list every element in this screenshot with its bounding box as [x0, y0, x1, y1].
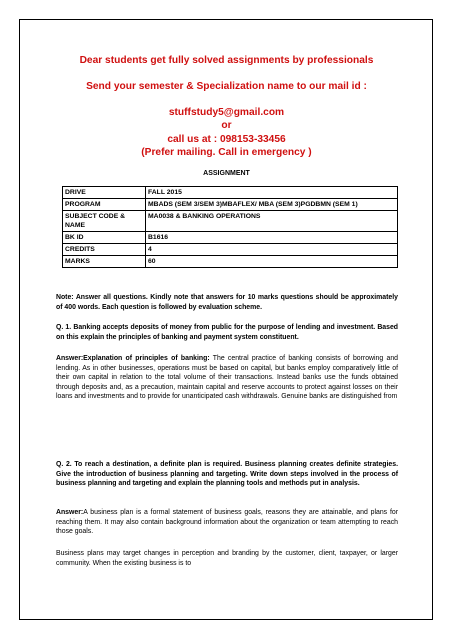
promo-line-1: Dear students get fully solved assignments by professionals [79, 55, 374, 66]
answer-2-paragraph-2: Business plans may target changes in perception and branding by the customer, client, taxpayer, or larger community. When the existing business is to [56, 550, 398, 567]
table-value: B1616 [146, 232, 398, 244]
question-2: Q. 2. To reach a destination, a definite plan is required. Business planning creates definite strategies. Give the introduction of business planning and targeting. Write down steps involved in the process of business planning and targeting and explain the planning tools and methods put in analysis. [56, 461, 398, 488]
answer-1-text: The central practice of banking consists of borrowing and lending. As in other businesses, operations must be based on capital, but banks employ comparatively little of their own capital in relation to the total volume of their transactions. Instead banks use the funds obtained through deposits and, as a precaution, maintain capital and reserve accounts to protect against losses on their loans and investments and to provide for unanticipated cash withdrawals. Genuine banks are distinguished from [56, 355, 398, 401]
table-key: PROGRAM [63, 199, 146, 211]
table-key: BK ID [63, 232, 146, 244]
assignment-info-table [62, 186, 398, 268]
table-key: SUBJECT CODE & NAME [63, 211, 146, 232]
answer-1 [56, 354, 398, 402]
table-value: MBADS (SEM 3/SEM 3)MBAFLEX/ MBA (SEM 3)PGDBMN (SEM 1) [146, 199, 398, 211]
answer-2-label: Answer: [56, 509, 84, 516]
instructions-note: Note: Answer all questions. Kindly note that answers for 10 marks questions should be approximately of 400 words. Each question is followed by evaluation scheme. [56, 294, 398, 311]
table-row [63, 232, 398, 244]
table-key: CREDITS [63, 244, 146, 256]
table-row [63, 199, 398, 211]
table-key: MARKS [63, 256, 146, 268]
table-value: 60 [146, 256, 398, 268]
answer-1-label: Answer:Explanation of principles of banking: [56, 355, 210, 362]
answer-2-text: A business plan is a formal statement of business goals, reasons they are attainable, and plans for reaching them. It may also contain background information about the organization or team attempting to reach those goals. [56, 509, 398, 536]
table-row [63, 256, 398, 268]
table-key: DRIVE [63, 187, 146, 199]
promo-email: stuffstudy5@gmail.com [168, 107, 285, 118]
table-value: 4 [146, 244, 398, 256]
table-row [63, 211, 398, 232]
assignment-heading: ASSIGNMENT [203, 170, 250, 177]
answer-2 [56, 508, 398, 537]
table-row [63, 187, 398, 199]
promo-line-2: Send your semester & Specialization name to our mail id : [86, 81, 367, 92]
question-1: Q. 1. Banking accepts deposits of money from public for the purpose of lending and investment. Based on this explain the principles of banking and payment system constituent. [56, 324, 398, 341]
table-value: MA0038 & BANKING OPERATIONS [146, 211, 398, 232]
table-value: FALL 2015 [146, 187, 398, 199]
promo-or: or [221, 120, 232, 131]
promo-phone: call us at : 098153-33456 [167, 134, 286, 145]
promo-note: (Prefer mailing. Call in emergency ) [141, 147, 312, 158]
table-row [63, 244, 398, 256]
